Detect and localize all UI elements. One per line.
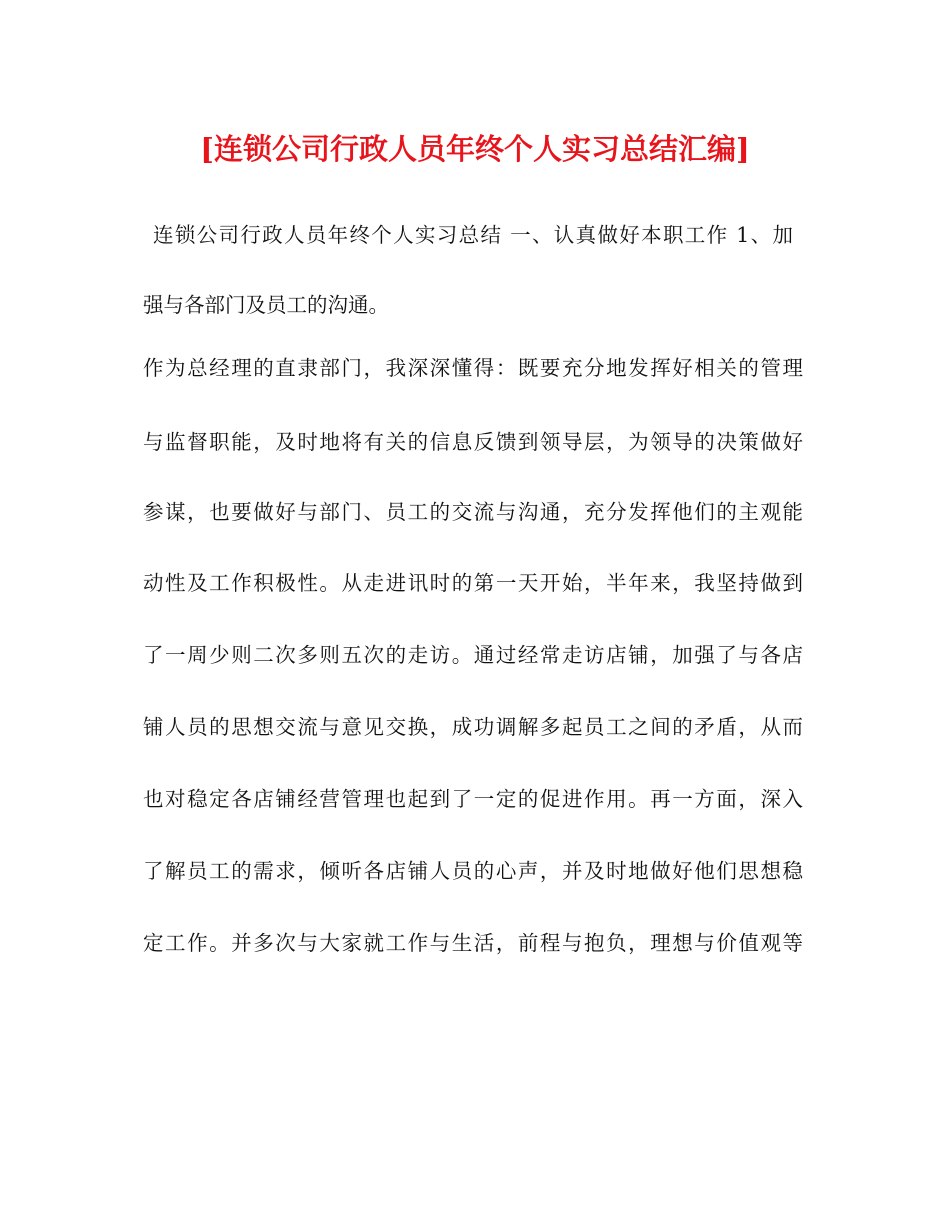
text-line-6: 动性及工作积极性。从走进讯时的第一天开始，半年来，我坚持做到	[143, 571, 803, 595]
document-title: [连锁公司行政人员年终个人实习总结汇编]	[200, 132, 750, 166]
text-line-7: 了一周少则二次多则五次的走访。通过经常走访店铺，加强了与各店	[143, 643, 803, 667]
text-line-4: 与监督职能，及时地将有关的信息反馈到领导层，为领导的决策做好	[143, 430, 803, 454]
text-line-2: 强与各部门及员工的沟通。	[143, 293, 389, 317]
text-line-3: 作为总经理的直隶部门，我深深懂得：既要充分地发挥好相关的管理	[143, 356, 803, 380]
text-line-10: 了解员工的需求，倾听各店铺人员的心声，并及时地做好他们思想稳	[143, 859, 803, 883]
text-line-8: 铺人员的思想交流与意见交换，成功调解多起员工之间的矛盾，从而	[143, 715, 803, 739]
text-line-9: 也对稳定各店铺经营管理也起到了一定的促进作用。再一方面，深入	[143, 787, 803, 811]
text-line-11: 定工作。并多次与大家就工作与生活，前程与抱负，理想与价值观等	[143, 931, 803, 955]
text-line-1: 连锁公司行政人员年终个人实习总结 一、认真做好本职工作 1、加	[153, 223, 793, 247]
text-line-5: 参谋，也要做好与部门、员工的交流与沟通，充分发挥他们的主观能	[143, 500, 803, 524]
